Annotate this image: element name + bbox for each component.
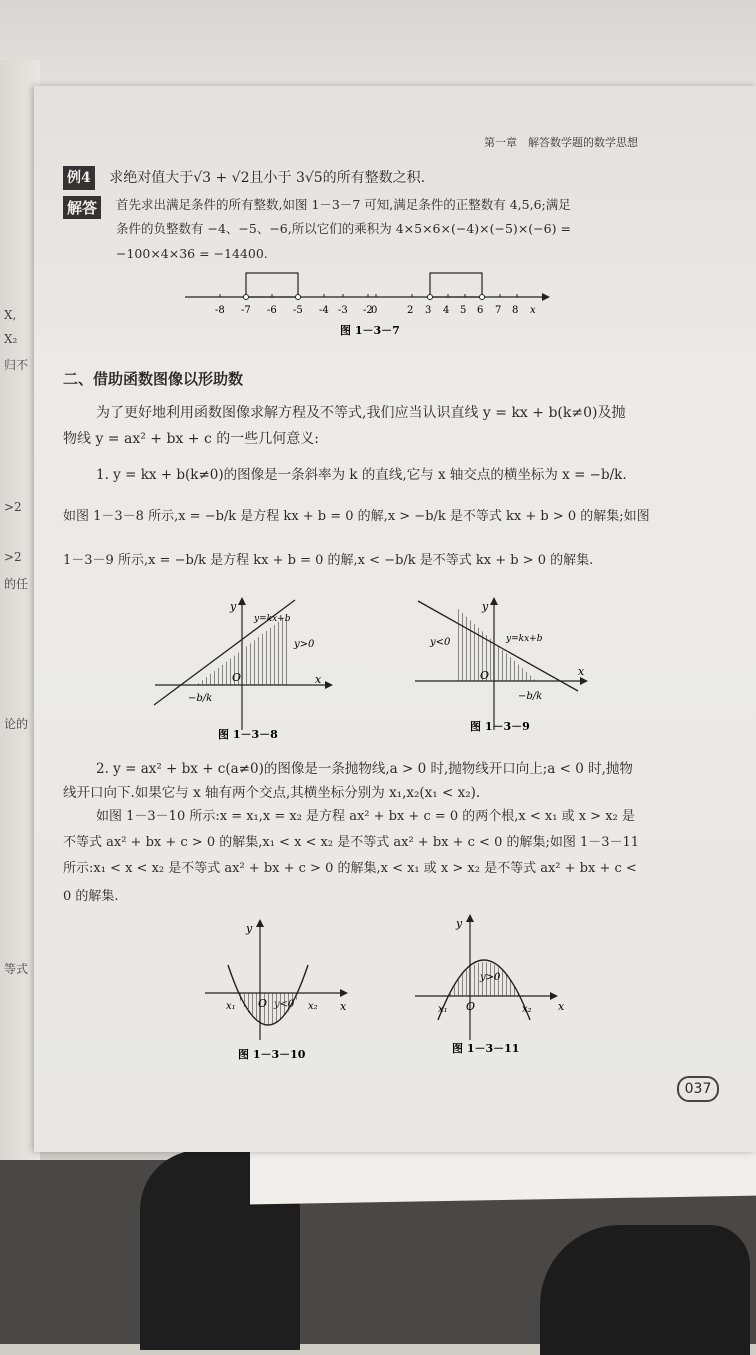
tick-label: -7 <box>241 305 251 316</box>
left-fragment: >2 <box>4 550 22 564</box>
figure-caption: 图 1－3－11 <box>452 1042 520 1055</box>
svg-text:O: O <box>466 1000 476 1013</box>
left-fragment: 归不 <box>4 358 29 372</box>
tick-label: -5 <box>293 305 303 316</box>
svg-text:y: y <box>482 600 489 613</box>
running-header: 第一章 解答数学题的数学思想 <box>484 136 638 149</box>
answer-line: 首先求出满足条件的所有整数,如图 1－3－7 可知,满足条件的正整数有 4,5,6;满足 <box>116 197 571 212</box>
figure-1-3-8 <box>150 595 340 745</box>
tick-label: 8 <box>512 305 519 316</box>
answer-line: 条件的负整数有 −4、−5、−6,所以它们的乘积为 4×5×6×(−4)×(−5)×(−6) = <box>116 221 571 236</box>
number-line-figure <box>180 270 560 340</box>
answer-label: 解答 <box>63 196 101 219</box>
paragraph-line: 如图 1－3－10 所示:x = x₁,x = x₂ 是方程 ax² + bx + c = 0 的两个根,x < x₁ 或 x > x₂ 是 <box>96 809 635 824</box>
figure-caption: 图 1－3－9 <box>470 720 530 733</box>
svg-text:O: O <box>258 997 268 1010</box>
svg-text:y<0: y<0 <box>274 999 295 1010</box>
svg-text:x₂: x₂ <box>308 1001 318 1012</box>
tick-label: 4 <box>443 305 450 316</box>
example-question-text: 求绝对值大于√3 + √2且小于 3√5的所有整数之积. <box>109 170 426 186</box>
left-fragment: 等式 <box>4 962 29 976</box>
figure-1-3-9 <box>410 595 600 745</box>
left-fragment: >2 <box>4 500 22 514</box>
svg-text:y=kx+b: y=kx+b <box>506 634 543 644</box>
tick-label: x <box>530 305 536 316</box>
svg-text:y: y <box>456 917 463 930</box>
svg-text:−b/k: −b/k <box>188 693 213 704</box>
tick-label: 5 <box>460 305 467 316</box>
section-title: 二、借助函数图像以形助数 <box>63 370 244 388</box>
tick-label: -2 <box>363 305 373 316</box>
svg-text:x₁: x₁ <box>438 1004 448 1015</box>
svg-text:y>0: y>0 <box>480 972 501 983</box>
svg-text:O: O <box>232 671 242 684</box>
paragraph-line: 所示:x₁ < x < x₂ 是不等式 ax² + bx + c > 0 的解集,x < x₁ 或 x > x₂ 是不等式 ax² + bx + c < <box>63 861 637 876</box>
paragraph-line: 物线 y = ax² + bx + c 的一些几何意义: <box>63 431 319 447</box>
svg-text:x: x <box>558 1000 565 1013</box>
tick-label: 7 <box>495 305 502 316</box>
figure-1-3-11 <box>410 910 580 1060</box>
paragraph-line: 为了更好地利用函数图像求解方程及不等式,我们应当认识直线 y = kx + b(k≠0)及抛 <box>96 405 626 421</box>
paragraph-line: 1. y = kx + b(k≠0)的图像是一条斜率为 k 的直线,它与 x 轴交点的横坐标为 x = −b/k. <box>96 467 627 483</box>
tick-label: 2 <box>407 305 414 316</box>
tick-label: -4 <box>319 305 329 316</box>
left-fragment: 论的 <box>4 717 29 731</box>
paragraph-line: 不等式 ax² + bx + c > 0 的解集,x₁ < x < x₂ 是不等式 ax² + bx + c < 0 的解集;如图 1－3－11 <box>63 835 640 850</box>
left-fragment: X₂ <box>4 332 18 346</box>
paragraph-line: 0 的解集. <box>63 889 119 904</box>
svg-text:x₂: x₂ <box>522 1004 532 1015</box>
figure-caption: 图 1－3－7 <box>340 324 400 337</box>
answer-line: −100×4×36 = −14400. <box>116 246 268 261</box>
tick-label: -8 <box>215 305 225 316</box>
svg-text:y>0: y>0 <box>294 639 315 650</box>
svg-text:−b/k: −b/k <box>518 691 543 702</box>
paragraph-line: 线开口向下.如果它与 x 轴有两个交点,其横坐标分别为 x₁,x₂(x₁ < x₂). <box>63 785 481 801</box>
dark-object <box>540 1225 750 1355</box>
figure-caption: 图 1－3－10 <box>238 1048 306 1061</box>
figure-caption: 图 1－3－8 <box>218 728 278 741</box>
tick-label: -3 <box>338 305 348 316</box>
paragraph-line: 1－3－9 所示,x = −b/k 是方程 kx + b = 0 的解,x < −b/k 是不等式 kx + b > 0 的解集. <box>63 553 594 568</box>
example-label: 例4 <box>63 166 95 190</box>
svg-text:y<0: y<0 <box>430 637 451 648</box>
svg-text:y: y <box>246 922 253 935</box>
tick-label: 3 <box>425 305 432 316</box>
tick-label: 6 <box>477 305 484 316</box>
left-fragment: 的任 <box>4 577 29 591</box>
svg-text:x: x <box>340 1000 347 1013</box>
figure-1-3-10 <box>200 915 360 1065</box>
tick-label: -6 <box>267 305 277 316</box>
svg-text:y=kx+b: y=kx+b <box>254 614 291 624</box>
left-fragment: X, <box>4 308 17 322</box>
paragraph-line: 如图 1－3－8 所示,x = −b/k 是方程 kx + b = 0 的解,x > −b/k 是不等式 kx + b > 0 的解集;如图 <box>63 509 650 524</box>
svg-text:y: y <box>230 600 237 613</box>
svg-text:O: O <box>480 669 490 682</box>
svg-text:x: x <box>315 673 322 686</box>
svg-text:x: x <box>578 665 585 678</box>
example-question <box>63 166 425 190</box>
svg-text:x₁: x₁ <box>226 1001 236 1012</box>
page-number: 037 <box>677 1076 719 1102</box>
paragraph-line: 2. y = ax² + bx + c(a≠0)的图像是一条抛物线,a > 0 时,抛物线开口向上;a < 0 时,抛物 <box>96 761 633 777</box>
tick-label: 0 <box>371 305 378 316</box>
